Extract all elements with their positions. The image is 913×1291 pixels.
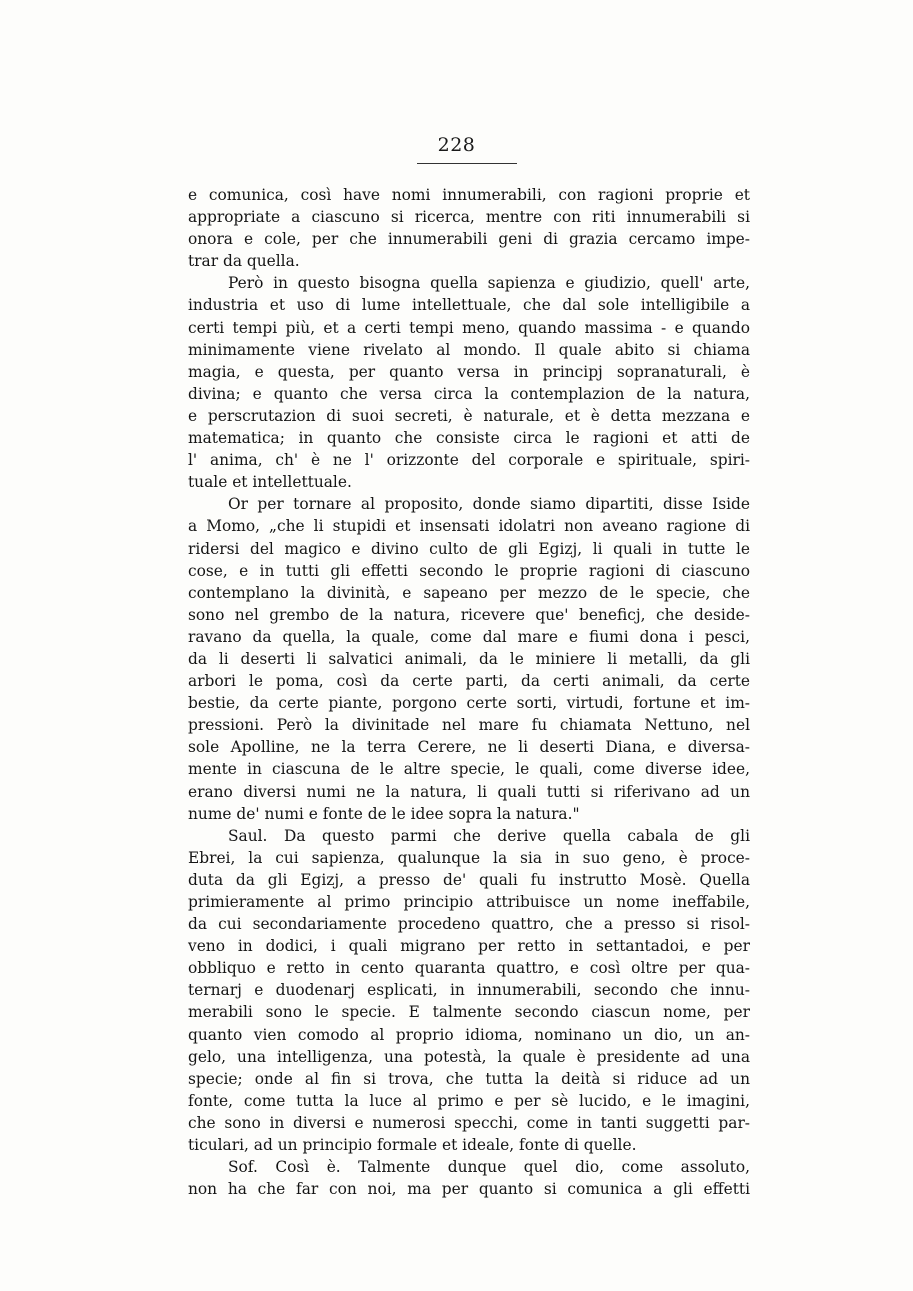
text-line: non ha che far con noi, ma per quanto si comunica a gli effetti bbox=[188, 1180, 750, 1199]
text-line: Or per tornare al proposito, donde siamo dipartiti, disse Iside bbox=[228, 495, 750, 514]
text-line: ternarj e duodenarj esplicati, in innumerabili, secondo che innu- bbox=[188, 981, 750, 1000]
text-line: da cui secondariamente procedeno quattro, che a presso si risol- bbox=[188, 915, 750, 934]
page-number: 228 bbox=[437, 134, 476, 156]
text-line: mente in ciascuna de le altre specie, le quali, come diverse idee, bbox=[188, 760, 750, 779]
text-line: industria et uso di lume intellettuale, che dal sole intelligibile a bbox=[188, 296, 750, 315]
text-line: veno in dodici, i quali migrano per retto in settantadoi, e per bbox=[188, 937, 750, 956]
text-line: e perscrutazion di suoi secreti, è naturale, et è detta mezzana e bbox=[188, 406, 750, 425]
text-line: tuale et intellettuale. bbox=[188, 473, 352, 492]
text-line: Però in questo bisogna quella sapienza e giudizio, quell' arte, bbox=[228, 274, 750, 293]
text-line: obbliquo e retto in cento quaranta quattro, e così oltre per qua- bbox=[188, 959, 750, 978]
text-line: e comunica, così have nomi innumerabili, con ragioni proprie et bbox=[188, 186, 750, 204]
text-line: contemplano la divinità, e sapeano per mezzo de le specie, che bbox=[188, 583, 750, 602]
text-line: erano diversi numi ne la natura, li quali tutti si riferivano ad un bbox=[188, 782, 750, 801]
text-line: ticulari, ad un principio formale et ideale, fonte di quelle. bbox=[188, 1136, 637, 1155]
text-line: Sof. Così è. Talmente dunque quel dio, come assoluto, bbox=[228, 1158, 750, 1177]
text-line: divina; e quanto che versa circa la contemplazion de la natura, bbox=[188, 384, 750, 403]
text-line: magia, e questa, per quanto versa in principj sopranaturali, è bbox=[188, 362, 750, 381]
text-line: gelo, una intelligenza, una potestà, la quale è presidente ad una bbox=[188, 1047, 750, 1066]
text-line: merabili sono le specie. E talmente secondo ciascun nome, per bbox=[188, 1003, 750, 1022]
text-line: sole Apolline, ne la terra Cerere, ne li deserti Diana, e diversa- bbox=[188, 738, 750, 757]
text-line: trar da quella. bbox=[188, 252, 300, 271]
text-line: pressioni. Però la divinitade nel mare fu chiamata Nettuno, nel bbox=[188, 716, 750, 735]
text-line: appropriate a ciascuno si ricerca, mentre con riti innumerabili si bbox=[188, 208, 750, 227]
text-line: arbori le poma, così da certe parti, da certi animali, da certe bbox=[188, 672, 750, 691]
body-text bbox=[188, 184, 750, 1200]
text-line: Ebrei, la cui sapienza, qualunque la sia in suo geno, è proce- bbox=[188, 848, 750, 867]
text-line: ridersi del magico e divino culto de gli Egizj, li quali in tutte le bbox=[188, 539, 750, 558]
text-line: quanto vien comodo al proprio idioma, nominano un dio, un an- bbox=[188, 1025, 750, 1044]
text-line: matematica; in quanto che consiste circa le ragioni et atti de bbox=[188, 429, 750, 448]
text-line: primieramente al primo principio attribuisce un nome ineffabile, bbox=[188, 893, 750, 911]
text-line: Saul. Da questo parmi che derive quella cabala de gli bbox=[228, 826, 750, 845]
text-line: specie; onde al fin si trova, che tutta la deità si riduce ad un bbox=[188, 1069, 750, 1088]
text-line: bestie, da certe piante, porgono certe sorti, virtudi, fortune et im- bbox=[188, 694, 750, 713]
text-line: fonte, come tutta la luce al primo e per sè lucido, e le imagini, bbox=[188, 1091, 750, 1110]
text-line: duta da gli Egizj, a presso de' quali fu instrutto Mosè. Quella bbox=[188, 870, 750, 889]
text-line: sono nel grembo de la natura, ricevere que' beneficj, che deside- bbox=[188, 605, 750, 624]
text-line: certi tempi più, et a certi tempi meno, quando massima - e quando bbox=[188, 318, 750, 337]
text-line: l' anima, ch' è ne l' orizzonte del corporale e spirituale, spiri- bbox=[188, 451, 750, 470]
text-line: ravano da quella, la quale, come dal mare e fiumi dona i pesci, bbox=[188, 627, 750, 646]
text-line: a Momo, „che li stupidi et insensati idolatri non aveano ragione di bbox=[188, 517, 750, 536]
text-line: che sono in diversi e numerosi specchi, come in tanti suggetti par- bbox=[188, 1113, 750, 1132]
text-line: onora e cole, per che innumerabili geni di grazia cercamo impe- bbox=[188, 230, 750, 249]
text-line: cose, e in tutti gli effetti secondo le proprie ragioni di ciascuno bbox=[188, 561, 750, 580]
text-line: da li deserti li salvatici animali, da le miniere li metalli, da gli bbox=[188, 649, 750, 668]
text-line: nume de' numi e fonte de le idee sopra la natura." bbox=[188, 804, 580, 823]
text-line: minimamente viene rivelato al mondo. Il quale abito si chiama bbox=[188, 340, 750, 359]
header-rule bbox=[417, 163, 517, 164]
